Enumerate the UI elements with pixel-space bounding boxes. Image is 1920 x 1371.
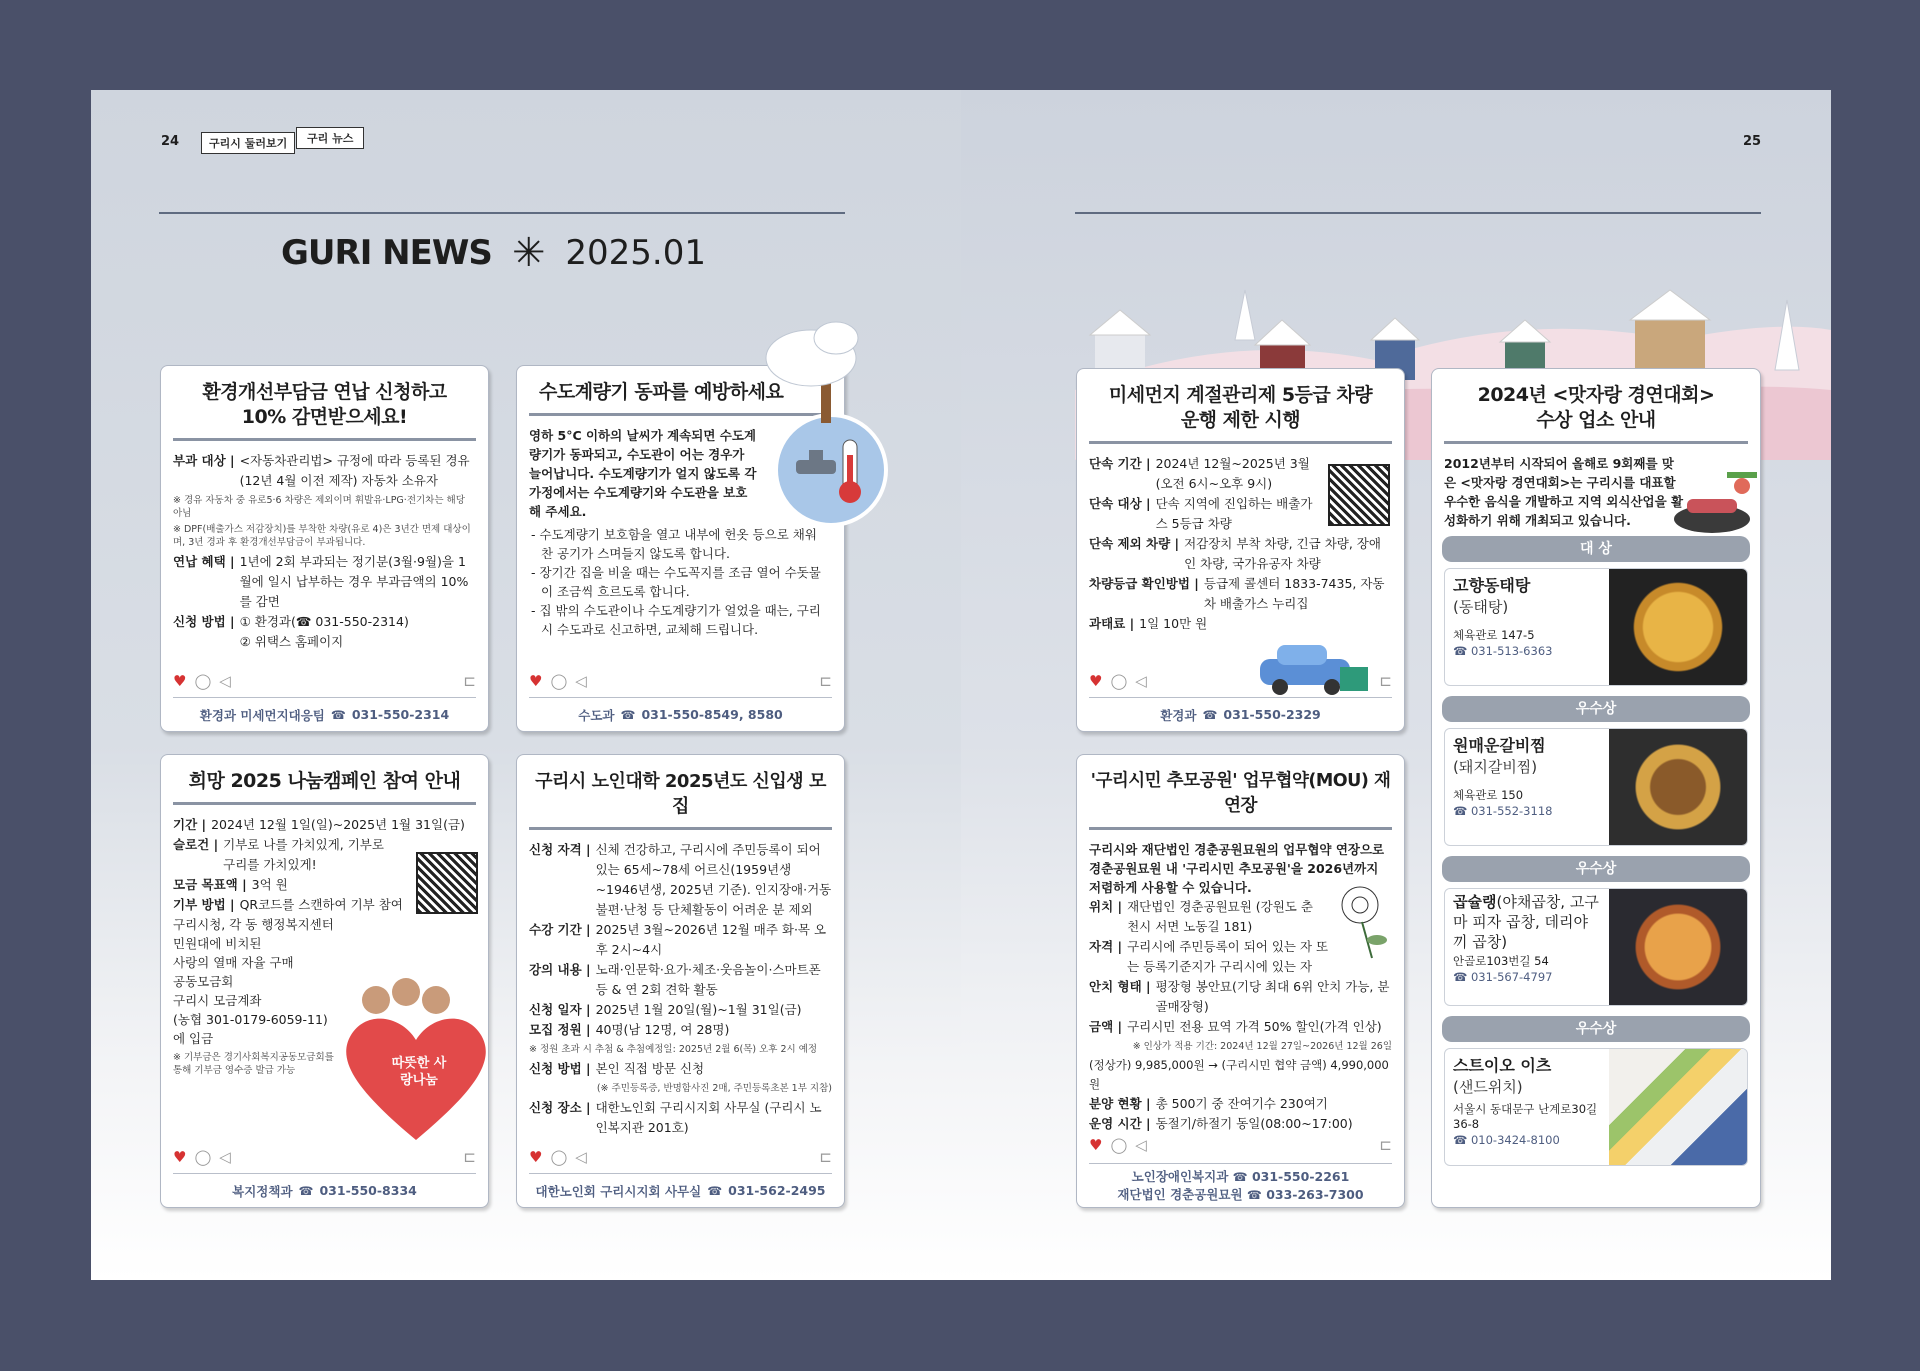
card-title: 구리시 노인대학 2025년도 신입생 모집 bbox=[529, 769, 832, 830]
comment-icon[interactable]: ◯ bbox=[550, 672, 568, 690]
reaction-bar bbox=[529, 671, 832, 691]
row-label: 신청 장소 | bbox=[529, 1100, 591, 1115]
card-footer bbox=[529, 697, 832, 731]
contact-dept: 환경과 bbox=[1160, 707, 1197, 723]
contact-phone: 031-550-8549, 8580 bbox=[641, 707, 783, 722]
faucet-thermometer-icon bbox=[771, 410, 891, 530]
heart-caption: 따뜻한 사랑나눔 bbox=[391, 1056, 447, 1088]
contact-phone: 033-263-7300 bbox=[1266, 1186, 1364, 1202]
note: ※ 정원 초과 시 추첨 & 추첨예정일: 2025년 2월 6(목) 오후 2시 예정 bbox=[529, 1044, 818, 1055]
bookmark-icon[interactable]: ⊏ bbox=[1379, 1136, 1392, 1154]
row-label: 안치 형태 | bbox=[1089, 979, 1151, 994]
title-line: 2024년 <맛자랑 경연대회> bbox=[1477, 384, 1715, 406]
row-label: 슬로건 | bbox=[173, 837, 219, 852]
row-value: 2024년 12월~2025년 3월 (오전 6시~오후 9시) bbox=[1155, 456, 1310, 491]
row-value: 대한노인회 구리시지회 사무실 (구리시 노인복지관 201호) bbox=[595, 1100, 822, 1135]
bbq-dish-icon bbox=[1667, 464, 1761, 544]
chrysanthemum-icon bbox=[1332, 880, 1392, 960]
body-line: (농협 301-0179-6059-11) bbox=[173, 1012, 328, 1027]
row-value: 저감장치 부착 차량, 긴급 차량, 장애인 차량, 국가유공자 차량 bbox=[1184, 536, 1381, 571]
row-label: 자격 | bbox=[1089, 939, 1123, 954]
card-title bbox=[1444, 383, 1748, 444]
award-entry[interactable] bbox=[1444, 888, 1748, 1006]
row-value: 기부로 나를 가치있게, 기부로 구리를 가치있게! bbox=[223, 837, 384, 872]
card-footer bbox=[529, 1173, 832, 1207]
info-row bbox=[173, 552, 476, 612]
info-row bbox=[173, 835, 393, 875]
intro-text: 2012년부터 시작되어 올해로 9회째를 맞은 <맛자랑 경연대회>는 구리시를 대표할 우수한 음식을 개발하고 지역 외식산업을 활성화하기 위해 개최되고 있습니다. bbox=[1444, 456, 1684, 528]
row-label: 단속 대상 | bbox=[1089, 496, 1151, 511]
row-label: 운영 시간 | bbox=[1089, 1116, 1151, 1131]
note: ※ DPF(배출가스 저감장치)를 부착한 차량(유로 4)은 3년간 면제 대상이며, 3년 경과 후 환경개선부담금이 부과됩니다. bbox=[173, 524, 471, 548]
row-label: 모집 정원 | bbox=[529, 1022, 591, 1037]
contact-dept: 환경과 미세먼지대응팀 bbox=[199, 707, 325, 723]
reaction-bar bbox=[173, 671, 476, 691]
left-page bbox=[91, 90, 961, 1280]
phone-icon: ☎ bbox=[620, 707, 636, 722]
section-tab-primary: 구리시 둘러보기 bbox=[201, 132, 295, 154]
body-line: 에 입금 bbox=[173, 1031, 214, 1046]
section-tab-secondary: 구리 뉴스 bbox=[296, 127, 364, 149]
row-label: 금액 | bbox=[1089, 1019, 1123, 1034]
bullet-item: - 집 밖의 수도관이나 수도계량기가 얼었을 때는, 구리시 수도과로 신고하면, 교체해 드립니다. bbox=[531, 603, 821, 637]
row-label: 과태료 | bbox=[1089, 616, 1135, 631]
row-label: 모금 목표액 | bbox=[173, 877, 247, 892]
dish-photo bbox=[1609, 1049, 1747, 1165]
phone-icon: ☎ bbox=[707, 1183, 723, 1198]
contact-phone: 031-550-2261 bbox=[1251, 1168, 1350, 1184]
body-line: 구리시청, 각 동 행정복지센터 bbox=[173, 917, 334, 932]
row-label: 신청 일자 | bbox=[529, 1002, 591, 1017]
row-value: 2025년 1월 20일(월)~1월 31일(금) bbox=[595, 1002, 802, 1017]
restaurant-phone: 031-552-3118 bbox=[1470, 804, 1553, 818]
share-icon[interactable]: ◁ bbox=[575, 672, 587, 690]
heart-icon[interactable]: ♥ bbox=[173, 672, 187, 690]
card-fine-dust-restriction bbox=[1076, 368, 1405, 732]
phone-icon: ☎ bbox=[1202, 707, 1218, 722]
row-label: 차량등급 확인방법 | bbox=[1089, 576, 1199, 591]
phone-icon: ☎ bbox=[330, 707, 346, 722]
info-row bbox=[1089, 574, 1392, 614]
contact-dept: 수도과 bbox=[578, 707, 615, 723]
note: (※ 주민등록증, 반명함사진 2매, 주민등록초본 1부 지참) bbox=[596, 1083, 832, 1094]
contact-dept: 노인장애인복지과 bbox=[1131, 1168, 1229, 1184]
award-band-excellence: 우수상 bbox=[1442, 696, 1750, 722]
heart-icon[interactable]: ♥ bbox=[529, 1148, 543, 1166]
intro-text: 구리시와 재단법인 경춘공원묘원의 업무협약 연장으로 경춘공원묘원 내 '구리시민 추모공원'을 2026년까지 저렴하게 사용할 수 있습니다. bbox=[1089, 842, 1385, 895]
title-line: 환경개선부담금 연납 신청하고 bbox=[202, 381, 447, 403]
award-entry[interactable] bbox=[1444, 568, 1748, 686]
bookmark-icon[interactable]: ⊏ bbox=[1379, 672, 1392, 690]
restaurant-name: 원매운갈비찜 bbox=[1453, 736, 1546, 755]
heart-icon[interactable]: ♥ bbox=[1089, 672, 1103, 690]
restaurant-address: 체육관로 150 bbox=[1453, 788, 1524, 802]
contact-dept: 재단법인 경춘공원묘원 bbox=[1117, 1186, 1243, 1202]
share-icon[interactable]: ◁ bbox=[1135, 672, 1147, 690]
contact-phone: 031-550-2329 bbox=[1223, 707, 1321, 722]
info-row bbox=[529, 840, 832, 920]
restaurant-address: 안골로103번길 54 bbox=[1453, 954, 1549, 968]
row-label: 기부 방법 | bbox=[173, 897, 235, 912]
title-line: 수상 업소 안내 bbox=[1536, 409, 1656, 431]
row-value: 노래·인문학·요가·체조·웃음놀이·스마트폰 등 & 연 2회 견학 활동 bbox=[595, 962, 821, 997]
bookmark-icon[interactable]: ⊏ bbox=[819, 1148, 832, 1166]
menu-name: (돼지갈비찜) bbox=[1453, 758, 1538, 776]
header-date: 2025.01 bbox=[565, 233, 706, 273]
phone-icon: ☎ bbox=[1453, 1133, 1468, 1147]
phone-icon: ☎ bbox=[298, 1183, 314, 1198]
phone-icon: ☎ bbox=[1453, 970, 1468, 984]
card-footer bbox=[1089, 697, 1392, 731]
heart-icon[interactable]: ♥ bbox=[529, 672, 543, 690]
restaurant-phone: 010-3424-8100 bbox=[1470, 1133, 1560, 1147]
award-entry[interactable] bbox=[1444, 1048, 1748, 1166]
heart-icon[interactable]: ♥ bbox=[1089, 1136, 1103, 1154]
card-senior-college bbox=[516, 754, 845, 1208]
info-row bbox=[529, 1020, 832, 1040]
info-row bbox=[529, 1098, 832, 1138]
bookmark-icon[interactable]: ⊏ bbox=[819, 672, 832, 690]
row-value: ① 환경과(☎ 031-550-2314) bbox=[239, 614, 409, 629]
info-row bbox=[173, 451, 476, 491]
phone-icon: ☎ bbox=[1453, 804, 1468, 818]
award-band-grand: 대 상 bbox=[1442, 536, 1750, 562]
heart-icon[interactable]: ♥ bbox=[173, 1148, 187, 1166]
row-value: 본인 직접 방문 신청 bbox=[595, 1061, 705, 1076]
dish-photo bbox=[1609, 889, 1747, 1005]
row-label: 단속 기간 | bbox=[1089, 456, 1151, 471]
restaurant-name: 스트이오 이츠 bbox=[1453, 1056, 1552, 1075]
info-row bbox=[1089, 454, 1319, 494]
info-row bbox=[1089, 534, 1392, 574]
comment-icon[interactable]: ◯ bbox=[194, 672, 212, 690]
restaurant-phone: 031-567-4797 bbox=[1470, 970, 1553, 984]
row-value: 단속 지역에 진입하는 배출가스 5등급 차량 bbox=[1155, 496, 1313, 531]
dish-photo bbox=[1609, 569, 1747, 685]
comment-icon[interactable]: ◯ bbox=[1110, 672, 1128, 690]
row-label: 위치 | bbox=[1089, 899, 1123, 914]
row-value: ② 위택스 홈페이지 bbox=[239, 634, 344, 649]
row-value: 구리시에 주민등록이 되어 있는 자 또는 등록기준지가 구리시에 있는 자 bbox=[1127, 939, 1329, 974]
snowy-tree-icon bbox=[751, 308, 871, 428]
card-title: 희망 2025 나눔캠페인 참여 안내 bbox=[173, 769, 476, 805]
info-row bbox=[529, 920, 832, 960]
info-row bbox=[1089, 494, 1319, 534]
note: ※ 경유 자동차 중 유로5·6 차량은 제외이며 휘발유·LPG·전기차는 해당 아님 bbox=[173, 495, 465, 519]
row-value: 1년에 2회 부과되는 정기분(3월·9월)을 1월에 일시 납부하는 경우 부과금액의 10%를 감면 bbox=[239, 554, 469, 609]
row-value: <자동차관리법> 규정에 따라 등록된 경유(12년 4월 이전 제작) 자동차 소유자 bbox=[239, 453, 470, 488]
restaurant-address: 체육관로 147-5 bbox=[1453, 628, 1535, 642]
info-row bbox=[1089, 1114, 1392, 1134]
phone-icon: ☎ bbox=[1246, 1187, 1262, 1202]
award-entry[interactable] bbox=[1444, 728, 1748, 846]
row-label: 분양 현황 | bbox=[1089, 1096, 1151, 1111]
phone-icon: ☎ bbox=[1453, 644, 1468, 658]
contact-dept: 복지정책과 bbox=[232, 1183, 293, 1199]
page-header bbox=[281, 230, 706, 276]
bookmark-icon[interactable]: ⊏ bbox=[463, 672, 476, 690]
row-value: 신체 건강하고, 구리시에 주민등록이 되어있는 65세~78세 어르신(1959년생 ~1946년생, 2025년 기준). 인지장애·거동 불편·난청 등 단체활동이 어려운 분 제외 bbox=[595, 842, 832, 917]
restaurant-name: 고향동태탕 bbox=[1453, 576, 1531, 595]
row-value: 1일 10만 원 bbox=[1139, 616, 1208, 631]
row-label: 신청 방법 | bbox=[173, 614, 235, 629]
row-value: 등급제 콜센터 1833-7435, 자동차 배출가스 누리집 bbox=[1203, 576, 1385, 611]
contact-phone: 031-562-2495 bbox=[728, 1183, 826, 1198]
row-value: 구리시민 전용 묘역 가격 50% 할인(가격 인상) bbox=[1127, 1019, 1382, 1034]
card-footer bbox=[173, 697, 476, 731]
card-memorial-park-mou bbox=[1076, 754, 1405, 1208]
row-value: 2025년 3월~2026년 12월 매주 화·목 오후 2시~4시 bbox=[595, 922, 827, 957]
row-label: 강의 내용 | bbox=[529, 962, 591, 977]
bullet-item: - 장기간 집을 비울 때는 수도꼭지를 조금 열어 수돗물이 조금씩 흐르도록 합니다. bbox=[531, 565, 821, 599]
restaurant-address: 서울시 동대문구 난계로30길 36-8 bbox=[1453, 1102, 1598, 1131]
info-row bbox=[529, 1059, 832, 1079]
card-environment-charge bbox=[160, 365, 489, 732]
award-band-excellence: 우수상 bbox=[1442, 856, 1750, 882]
info-row bbox=[1089, 614, 1392, 634]
header-title: GURI NEWS bbox=[281, 233, 492, 273]
dish-photo bbox=[1609, 729, 1747, 845]
row-label: 연납 혜택 | bbox=[173, 554, 235, 569]
row-label: 단속 제외 차량 | bbox=[1089, 536, 1180, 551]
info-row bbox=[1089, 1094, 1392, 1114]
row-label: 기간 | bbox=[173, 817, 207, 832]
reaction-bar bbox=[173, 1147, 476, 1167]
share-icon[interactable]: ◁ bbox=[219, 1148, 231, 1166]
info-row bbox=[1089, 897, 1319, 937]
menu-name: (샌드위치) bbox=[1453, 1078, 1523, 1096]
row-value: 3억 원 bbox=[251, 877, 288, 892]
share-icon[interactable]: ◁ bbox=[219, 672, 231, 690]
body-line: 구리시 모금계좌 bbox=[173, 993, 262, 1008]
header-rule bbox=[159, 212, 845, 214]
asterisk-icon: ✳ bbox=[511, 230, 546, 276]
info-row bbox=[1089, 937, 1329, 977]
contact-phone: 031-550-2314 bbox=[351, 707, 450, 722]
row-value: 40명(남 12명, 여 28명) bbox=[595, 1022, 730, 1037]
comment-icon[interactable]: ◯ bbox=[194, 1148, 212, 1166]
comment-icon[interactable]: ◯ bbox=[1110, 1136, 1128, 1154]
right-page bbox=[961, 90, 1831, 1280]
bookmark-icon[interactable]: ⊏ bbox=[463, 1148, 476, 1166]
card-footer bbox=[1089, 1163, 1392, 1207]
note: ※ 기부금은 경기사회복지공동모금회를 통해 기부금 영수증 발급 가능 bbox=[173, 1052, 334, 1076]
share-icon[interactable]: ◁ bbox=[1135, 1136, 1147, 1154]
card-food-contest-winners bbox=[1431, 368, 1761, 1208]
bullet-item: - 수도계량기 보호함을 열고 내부에 헌옷 등으로 채워 찬 공기가 스며들지 않도록 합니다. bbox=[531, 527, 817, 561]
card-title bbox=[1089, 383, 1392, 444]
body-line: 공동모금회 bbox=[173, 974, 234, 989]
row-label: 수강 기간 | bbox=[529, 922, 591, 937]
row-value: 재단법인 경춘공원묘원 (강원도 춘천시 서면 노동길 181) bbox=[1127, 899, 1313, 934]
menu-name: (동태탕) bbox=[1453, 598, 1509, 616]
info-row bbox=[1089, 1017, 1392, 1037]
donation-qr-code[interactable] bbox=[416, 852, 478, 914]
info-row bbox=[173, 612, 476, 652]
info-row bbox=[529, 1000, 832, 1020]
info-row bbox=[1089, 977, 1392, 1017]
card-title: '구리시민 추모공원' 업무협약(MOU) 재연장 bbox=[1089, 769, 1392, 830]
restaurant-phone: 031-513-6363 bbox=[1470, 644, 1553, 658]
card-title: 수도계량기 동파를 예방하세요 bbox=[529, 380, 832, 416]
card-title bbox=[173, 380, 476, 441]
reaction-bar bbox=[529, 1147, 832, 1167]
contact-dept: 대한노인회 구리시지회 사무실 bbox=[535, 1183, 702, 1199]
title-line: 10% 감면받으세요! bbox=[241, 406, 408, 428]
info-row bbox=[529, 960, 832, 1000]
comment-icon[interactable]: ◯ bbox=[550, 1148, 568, 1166]
info-row bbox=[173, 815, 476, 835]
page-number: 25 bbox=[1743, 134, 1762, 149]
row-value: 총 500기 중 잔여기수 230여기 bbox=[1155, 1096, 1328, 1111]
title-line: 운행 제한 시행 bbox=[1180, 409, 1301, 431]
share-icon[interactable]: ◁ bbox=[575, 1148, 587, 1166]
row-label: 신청 자격 | bbox=[529, 842, 591, 857]
contact-phone: 031-550-8334 bbox=[319, 1183, 417, 1198]
row-value: QR코드를 스캔하여 기부 참여 bbox=[239, 897, 403, 912]
row-label: 부과 대상 | bbox=[173, 453, 235, 468]
title-line: 미세먼지 계절관리제 5등급 차량 bbox=[1108, 384, 1373, 406]
menu-name: (야채곱창, 고구마 피자 곱창, 데리야끼 곱창) bbox=[1453, 893, 1599, 951]
card-donation-campaign bbox=[160, 754, 489, 1208]
award-band-excellence: 우수상 bbox=[1442, 1016, 1750, 1042]
phone-icon: ☎ bbox=[1232, 1169, 1248, 1184]
reaction-bar bbox=[1089, 671, 1392, 691]
row-value: 동절기/하절기 동일(08:00~17:00) bbox=[1155, 1116, 1353, 1131]
price-line: (정상가) 9,985,000원 → (구리시민 협약 금액) 4,990,000원 bbox=[1089, 1058, 1389, 1091]
row-value: 평장형 봉안묘(기당 최대 6위 안치 가능, 분골매장형) bbox=[1155, 979, 1390, 1014]
body-line: 민원대에 비치된 bbox=[173, 936, 262, 951]
reaction-bar bbox=[1089, 1135, 1392, 1155]
row-value: 2024년 12월 1일(일)~2025년 1월 31일(금) bbox=[211, 817, 465, 832]
intro-text: 영하 5°C 이하의 날씨가 계속되면 수도계량기가 동파되고, 수도관이 어는 경우가 늘어납니다. 수도계량기가 얼지 않도록 각 가정에서는 수도계량기와 수도관을 보호해 주세요. bbox=[529, 428, 757, 519]
row-label: 신청 방법 | bbox=[529, 1061, 591, 1076]
page-number: 24 bbox=[161, 134, 180, 149]
note: ※ 인상가 적용 기간: 2024년 12월 27일~2026년 12월 26일 bbox=[1132, 1041, 1392, 1052]
body-line: 사랑의 열매 자율 구매 bbox=[173, 955, 294, 970]
restaurant-name: 곱슐랭 bbox=[1453, 893, 1497, 911]
card-footer bbox=[173, 1173, 476, 1207]
info-qr-code[interactable] bbox=[1328, 464, 1390, 526]
